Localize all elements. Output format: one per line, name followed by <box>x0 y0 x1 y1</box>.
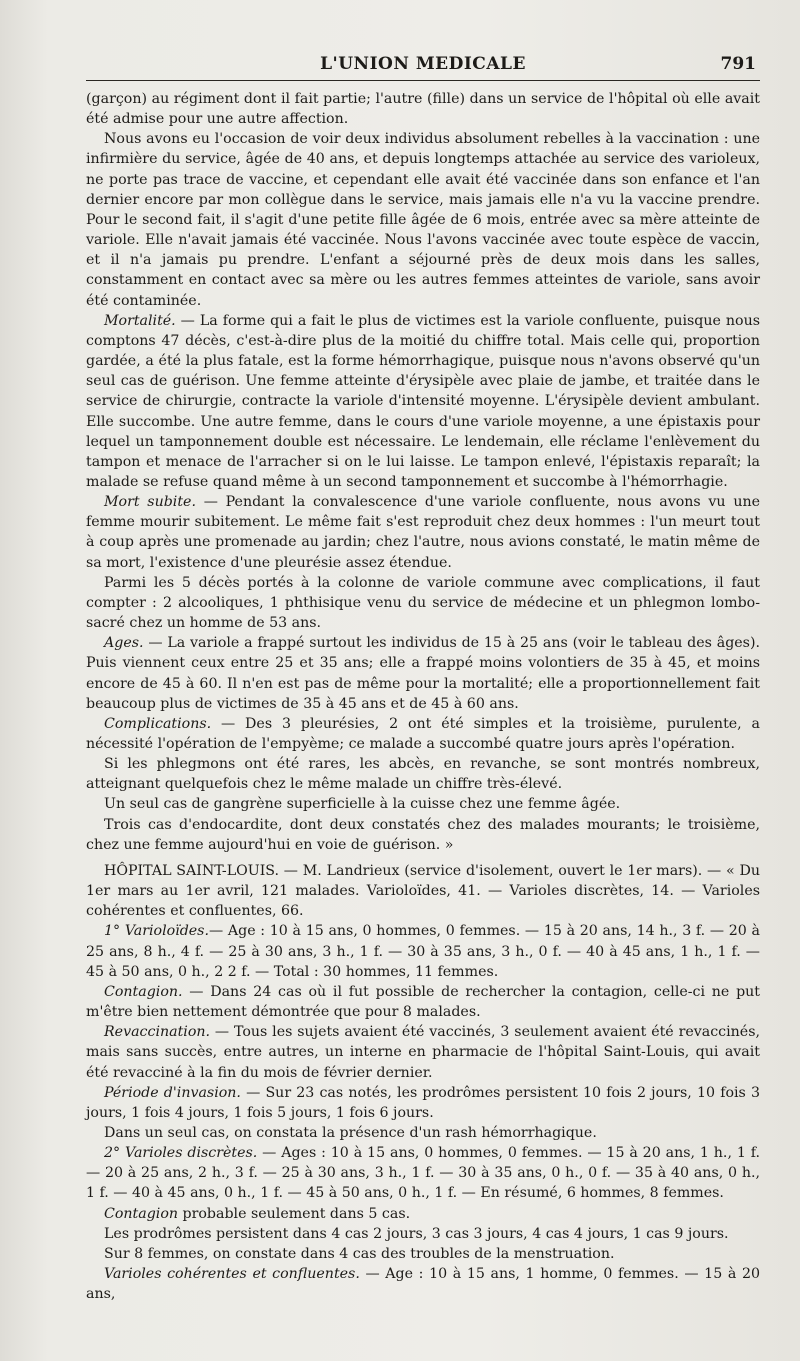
paragraph-lead: Varioles cohérentes et confluentes. <box>104 1266 360 1283</box>
paragraph-rash <box>86 1123 760 1143</box>
paragraph-invasion <box>86 1083 760 1123</box>
paragraph-hopital-saint-louis <box>86 861 760 921</box>
paragraph-text: — Tous les sujets avaient été vaccinés, 3 seulement avaient été revaccinés, mais sans succès, entre autres, un interne en pharmacie de l'hôpital Saint-Louis, qui avait été revacciné à la fin du mois de février dernier. <box>86 1024 760 1081</box>
paragraph-lead: Mort subite. <box>104 494 196 511</box>
paragraph-text: Un seul cas de gangrène superficielle à la cuisse chez une femme âgée. <box>104 796 621 813</box>
paragraph-mortality <box>86 311 760 492</box>
page-number: 791 <box>720 54 756 74</box>
paragraph-lead: 1° Varioloïdes. <box>104 923 209 940</box>
paragraph-text: probable seulement dans 5 cas. <box>178 1205 411 1222</box>
paragraph-continuation <box>86 89 760 129</box>
paragraph-text: — Pendant la convalescence d'une variole confluente, nous avons vu une femme mourir subitement. Le même fait s'est reproduit chez deux hommes : l'un meurt tout à coup après une promenade au jardin; chez l'autre, nous avions constaté, le matin même de sa mort, l'existence d'une pleurésie assez étendue. <box>86 494 760 571</box>
paragraph-revaccination <box>86 1022 760 1082</box>
paragraph-lead: Mortalité. <box>104 312 176 329</box>
paragraph-text: Si les phlegmons ont été rares, les abcès, en revanche, se sont montrés nombreux, atteignant quelquefois chez le même malade un chiffre très-élevé. <box>86 756 760 793</box>
paragraph-text: Trois cas d'endocardite, dont deux constatés chez des malades mourants; le troisième, chez une femme aujourd'hui en voie de guérison. » <box>86 816 760 853</box>
paragraph-text: — Age : 10 à 15 ans, 1 homme, 0 femmes. — 15 à 20 ans, <box>86 1266 761 1303</box>
paragraph-text: — La forme qui a fait le plus de victimes est la variole confluente, puisque nous comptons 47 décès, c'est-à-dire plus de la moitié du chiffre total. Mais celle qui, proportion gardée, a été la plus fatale, est la forme hémorrhagique, puisque nous n'avons observé qu'un seul cas de guérison. Une femme atteinte d'érysipèle avec plaie de jambe, et traitée dans le service de chirurgie, contracte la variole d'intensité moyenne. L'érysipèle devient ambulant. Elle succombe. Une autre femme, dans le cours d'une variole moyenne, a une épistaxis pour lequel un tamponnement double est nécessaire. Le lendemain, elle réclame l'enlèvement du tampon et menace de l'arracher si on le lui laisse. Le tampon enlevé, l'épistaxis reparaît; la malade se refuse quand même à un second tamponnement et succombe à l'hémorrhagie. <box>86 312 760 490</box>
paragraph-phlegmons <box>86 754 760 794</box>
paragraph-varioloides <box>86 921 760 981</box>
paragraph-text: (garçon) au régiment dont il fait partie; l'autre (fille) dans un service de l'hôpital où elle avait été admise pour une autre affection. <box>86 91 760 128</box>
paragraph-text: — Ages : 10 à 15 ans, 0 hommes, 0 femmes. — 15 à 20 ans, 1 h., 1 f. — 20 à 25 ans, 2 h., 3 f. — 25 à 30 ans, 3 h., 1 f. — 30 à 35 ans, 0 h., 0 f. — 35 à 40 ans, 0 h., 1 f. — 40 à 45 ans, 0 h., 1 f. — 45 à 50 ans, 0 h., 1 f. — En résumé, 6 hommes, 8 femmes. <box>86 1145 760 1202</box>
paragraph-complications <box>86 714 760 754</box>
paragraph-endocarditis <box>86 815 760 855</box>
paragraph-lead: Complications. <box>104 715 212 732</box>
paragraph-text: Dans un seul cas, on constata la présence d'un rash hémorrhagique. <box>104 1124 597 1141</box>
paragraph-text: — Sur 23 cas notés, les prodrômes persistent 10 fois 2 jours, 10 fois 3 jours, 1 fois 4 jours, 1 fois 5 jours, 1 fois 6 jours. <box>86 1084 760 1121</box>
paragraph-prodromes <box>86 1224 760 1244</box>
paragraph-ages <box>86 633 760 714</box>
paragraph-text: Nous avons eu l'occasion de voir deux individus absolument rebelles à la vaccination : une infirmière du service, âgée de 40 ans, et depuis longtemps attachée au service des varioleux, ne porte pas trace de vaccine, et cependant elle avait été vaccinée dans son enfance et l'an dernier encore par mon collègue dans le service, mais jamais elle n'a vu la vaccine prendre. Pour le second fait, il s'agit d'une petite fille âgée de 6 mois, entrée avec sa mère atteinte de variole. Elle n'avait jamais été vaccinée. Nous l'avons vaccinée avec toute espèce de vaccin, et il n'a jamais pu prendre. L'enfant a séjourné près de deux mois dans les salles, constamment en contact avec sa mère ou les autres femmes atteintes de variole, sans avoir été contaminée. <box>86 131 760 309</box>
paragraph-sudden-death <box>86 492 760 573</box>
paragraph-lead: HÔPITAL SAINT-LOUIS. <box>104 862 280 879</box>
paragraph-varioles-coherentes <box>86 1264 760 1304</box>
running-title: L'UNION MEDICALE <box>320 54 526 74</box>
page-header <box>86 50 760 81</box>
paragraph-text: Sur 8 femmes, on constate dans 4 cas des troubles de la menstruation. <box>104 1245 615 1262</box>
paragraph-text: Parmi les 5 décès portés à la colonne de variole commune avec complications, il faut compter : 2 alcooliques, 1 phthisique venu du service de médecine et un phlegmon lombo-sacré chez un homme de 53 ans. <box>86 574 760 632</box>
paragraph-lead: Période d'invasion. <box>104 1084 241 1101</box>
paragraph-text: — Dans 24 cas où il fut possible de rechercher la contagion, celle-ci ne put m'être bien nettement démontrée que pour 8 malades. <box>86 983 760 1021</box>
paragraph-text: — La variole a frappé surtout les individus de 15 à 25 ans (voir le tableau des âges). Puis viennent ceux entre 25 et 35 ans; elle a frappé moins volontiers de 35 à 45, et moins encore de 45 à 60. Il n'en est pas de même pour la mortalité; elle a proportionnellement fait beaucoup plus de victimes de 35 à 45 ans et de 45 à 60 ans. <box>86 635 760 712</box>
paragraph-text: Les prodrômes persistent dans 4 cas 2 jours, 3 cas 3 jours, 4 cas 4 jours, 1 cas 9 jours. <box>104 1225 729 1242</box>
paragraph-gangrene <box>86 794 760 814</box>
paragraph-varioles-discretes <box>86 1143 760 1203</box>
paragraph-menstruation <box>86 1244 760 1264</box>
paragraph-contagion-probable <box>86 1204 760 1224</box>
paragraph-vaccination-rebels <box>86 129 760 310</box>
paragraph-lead: 2° Varioles discrètes. <box>104 1145 258 1162</box>
paragraph-lead: Ages. <box>104 635 144 652</box>
paragraph-lead: Contagion. <box>104 983 183 1000</box>
paragraph-lead: Contagion <box>104 1205 178 1222</box>
paragraph-contagion <box>86 982 760 1022</box>
article-body <box>86 89 760 1304</box>
paragraph-lead: Revaccination. <box>104 1024 211 1041</box>
paragraph-text: — M. Landrieux (service d'isolement, ouvert le 1er mars). — « Du 1er mars au 1er avril, 121 malades. Varioloïdes, 41. — Varioles discrètes, 14. — Varioles cohérentes et confluentes, 66. <box>86 862 760 920</box>
paragraph-text: — Age : 10 à 15 ans, 0 hommes, 0 femmes. — 15 à 20 ans, 14 h., 3 f. — 20 à 25 ans, 8 h., 4 f. — 25 à 30 ans, 3 h., 1 f. — 30 à 35 ans, 3 h., 0 f. — 40 à 45 ans, 1 h., 1 f. — 45 à 50 ans, 0 h., 2 2 f. — Total : 30 hommes, 11 femmes. <box>86 923 760 980</box>
paragraph-deaths <box>86 573 760 633</box>
paragraph-text: — Des 3 pleurésies, 2 ont été simples et la troisième, purulente, a nécessité l'opération de l'empyème; ce malade a succombé quatre jours après l'opération. <box>86 715 760 752</box>
